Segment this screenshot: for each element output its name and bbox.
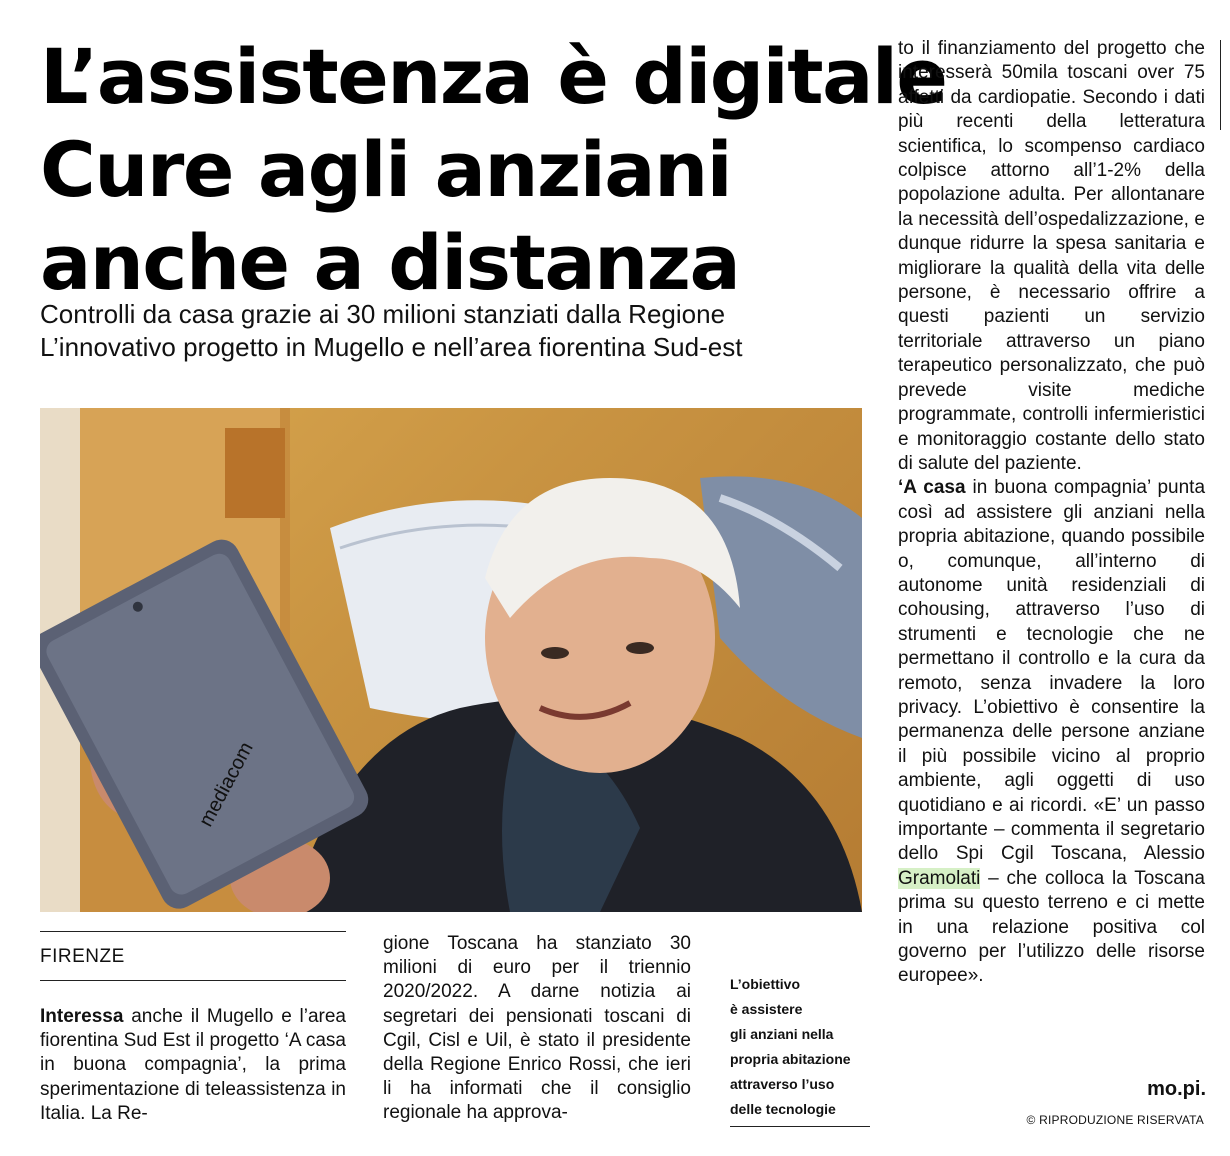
- column-3-text-2: in buona compagnia’ punta così ad assistere gli anziani nella propria abitazione, quando possibile o, comunque, all’interno di autonome unità residenziali di cohousing, attraverso l’uso di strumenti e tecnologie che ne permettano il controllo e la cura da remoto, senza invadere la loro privacy. L’obiettivo è consentire la permanenza delle persone anziane il più possibile vicino al proprio ambiente, agli oggetti di uso quotidiano e ai ricordi. «E’ un passo importante – commenta il segretario dello Spi Cgil Toscana, Alessio: [898, 477, 1206, 865]
- headline-line-2: Cure agli anziani: [40, 125, 732, 214]
- article-photo: [40, 408, 862, 912]
- blanket: [700, 476, 862, 738]
- caption-line-1: L’obiettivo: [730, 976, 800, 992]
- caption-line-5: attraverso l’uso: [730, 1076, 835, 1092]
- caption-underline: [730, 1126, 870, 1127]
- subhead-line-2: L’innovativo progetto in Mugello e nell’area fiorentina Sud-est: [40, 332, 743, 362]
- headline-line-3: anche a distanza: [40, 218, 740, 307]
- photo-illustration: [40, 408, 862, 912]
- article-column-3: [898, 37, 1205, 989]
- caption-line-3: gli anziani nella: [730, 1026, 834, 1042]
- lead-word: Interessa: [40, 1006, 124, 1027]
- column-2-text: gione Toscana ha stanziato 30 milioni di euro per il triennio 2020/2022. A darne notizia ai segretari dei pensionati toscani di Cgil, Cisl e Uil, è stato il presidente della Regione Enrico Rossi, che ieri li ha informati che il consiglio regionale ha approva-: [383, 933, 691, 1124]
- tablet-brand-label: mediacom: [194, 738, 258, 831]
- highlighted-name: Gramolati: [898, 867, 981, 889]
- author-signature: mo.pi.: [1147, 1078, 1206, 1100]
- dateline: FIRENZE: [40, 946, 125, 967]
- divider-dateline: [40, 980, 346, 981]
- headline: [40, 30, 947, 309]
- caption-line-6: delle tecnologie: [730, 1101, 836, 1117]
- column-3-text-1: to il finanziamento del progetto che interesserà 50mila toscani over 75 affetti da cardiopatie. Secondo i dati più recenti della letteratura scientifica, lo scompenso cardiaco colpisce attorno all’1-2% della popolazione adulta. Per allontanare la necessità dell’ospedalizzazione, e dunque ridurre la spesa sanitaria e migliorare la qualità della vita delle persone, è necessario offrire a questi pazienti un servizio territoriale attraverso un piano terapeutico personalizzato, che può prevede visite mediche programmate, controlli infermieristici e monitoraggio costante dello stato di salute del paziente.: [898, 38, 1205, 474]
- article-column-1: [40, 1005, 346, 1126]
- wardrobe-handle-panel: [225, 428, 285, 518]
- caption-line-4: propria abitazione: [730, 1051, 851, 1067]
- photo-caption: [730, 972, 870, 1122]
- caption-line-2: è assistere: [730, 1001, 803, 1017]
- copyright-notice: © RIPRODUZIONE RISERVATA: [1026, 1113, 1204, 1127]
- column-1-text: anche il Mugello e l’area fiorentina Sud Est il progetto ‘A casa in buona compagnia’, la prima sperimentazione di teleassistenza in Italia. La Re-: [40, 1006, 346, 1124]
- column-3-lead: ‘A casa: [898, 477, 966, 499]
- column-3-text-3: – che colloca la Toscana prima su questo terreno e ci mette in una relazione positiva col governo per l’utilizzo delle risorse europee».: [898, 867, 1205, 987]
- article-column-2: [383, 932, 691, 1126]
- subheadline: [40, 298, 870, 364]
- divider-top: [40, 931, 346, 932]
- column-edge-rule: [1220, 40, 1221, 130]
- subhead-line-1: Controlli da casa grazie ai 30 milioni stanziati dalla Regione: [40, 299, 726, 329]
- headline-line-1: L’assistenza è digitale: [40, 32, 947, 121]
